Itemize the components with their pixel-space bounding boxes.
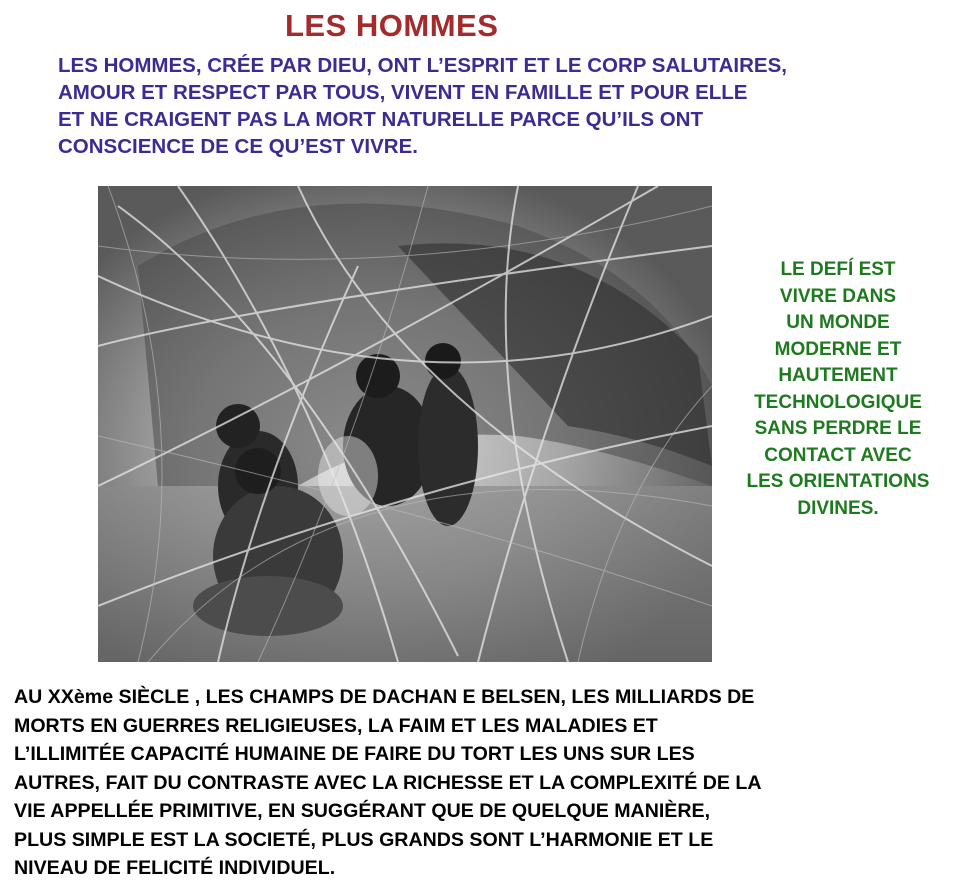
intro-line: ET NE CRAIGENT PAS LA MORT NATURELLE PARCE QU’ILS ONT bbox=[58, 108, 703, 131]
conclusion-line: AU XXème SIÈCLE , LES CHAMPS DE DACHAN E BELSEN, LES MILLIARDS DE bbox=[14, 686, 755, 708]
conclusion-line: L’ILLIMITÉE CAPACITÉ HUMAINE DE FAIRE DU TORT LES UNS SUR LES bbox=[14, 743, 695, 765]
challenge-line: HAUTEMENT bbox=[778, 365, 898, 386]
challenge-line: LES ORIENTATIONS bbox=[746, 471, 930, 492]
challenge-line: MODERNE ET bbox=[774, 338, 902, 360]
challenge-line: UN MONDE bbox=[786, 312, 890, 333]
challenge-line: CONTACT AVEC bbox=[764, 444, 912, 466]
challenge-line: LE DEFÍ EST bbox=[780, 259, 896, 280]
challenge-line: SANS PERDRE LE bbox=[754, 418, 922, 439]
challenge-line: DIVINES. bbox=[797, 497, 879, 519]
conclusion-line: NIVEAU DE FELICITÉ INDIVIDUEL. bbox=[14, 857, 336, 879]
page-title: LES HOMMES bbox=[285, 8, 499, 43]
intro-line: CONSCIENCE DE CE QU’EST VIVRE. bbox=[58, 135, 418, 158]
intro-paragraph bbox=[58, 52, 958, 160]
challenge-line: TECHNOLOGIQUE bbox=[754, 391, 922, 413]
photo-group-around-fire bbox=[98, 186, 712, 662]
conclusion-paragraph bbox=[14, 683, 969, 883]
conclusion-line: VIE APPELLÉE PRIMITIVE, EN SUGGÉRANT QUE DE QUELQUE MANIÈRE, bbox=[14, 800, 711, 822]
intro-line: AMOUR ET RESPECT PAR TOUS, VIVENT EN FAMILLE ET POUR ELLE bbox=[58, 81, 748, 104]
intro-line: LES HOMMES, CRÉE PAR DIEU, ONT L’ESPRIT ET LE CORP SALUTAIRES, bbox=[58, 54, 787, 77]
challenge-text bbox=[713, 257, 963, 522]
challenge-line: VIVRE DANS bbox=[779, 285, 897, 307]
conclusion-line: MORTS EN GUERRES RELIGIEUSES, LA FAIM ET LES MALADIES ET bbox=[14, 714, 658, 737]
group-photo bbox=[98, 186, 712, 662]
conclusion-line: PLUS SIMPLE EST LA SOCIETÉ, PLUS GRANDS SONT L’HARMONIE ET LE bbox=[14, 828, 714, 851]
conclusion-line: AUTRES, FAIT DU CONTRASTE AVEC LA RICHESSE ET LA COMPLEXITÉ DE LA bbox=[14, 771, 762, 794]
